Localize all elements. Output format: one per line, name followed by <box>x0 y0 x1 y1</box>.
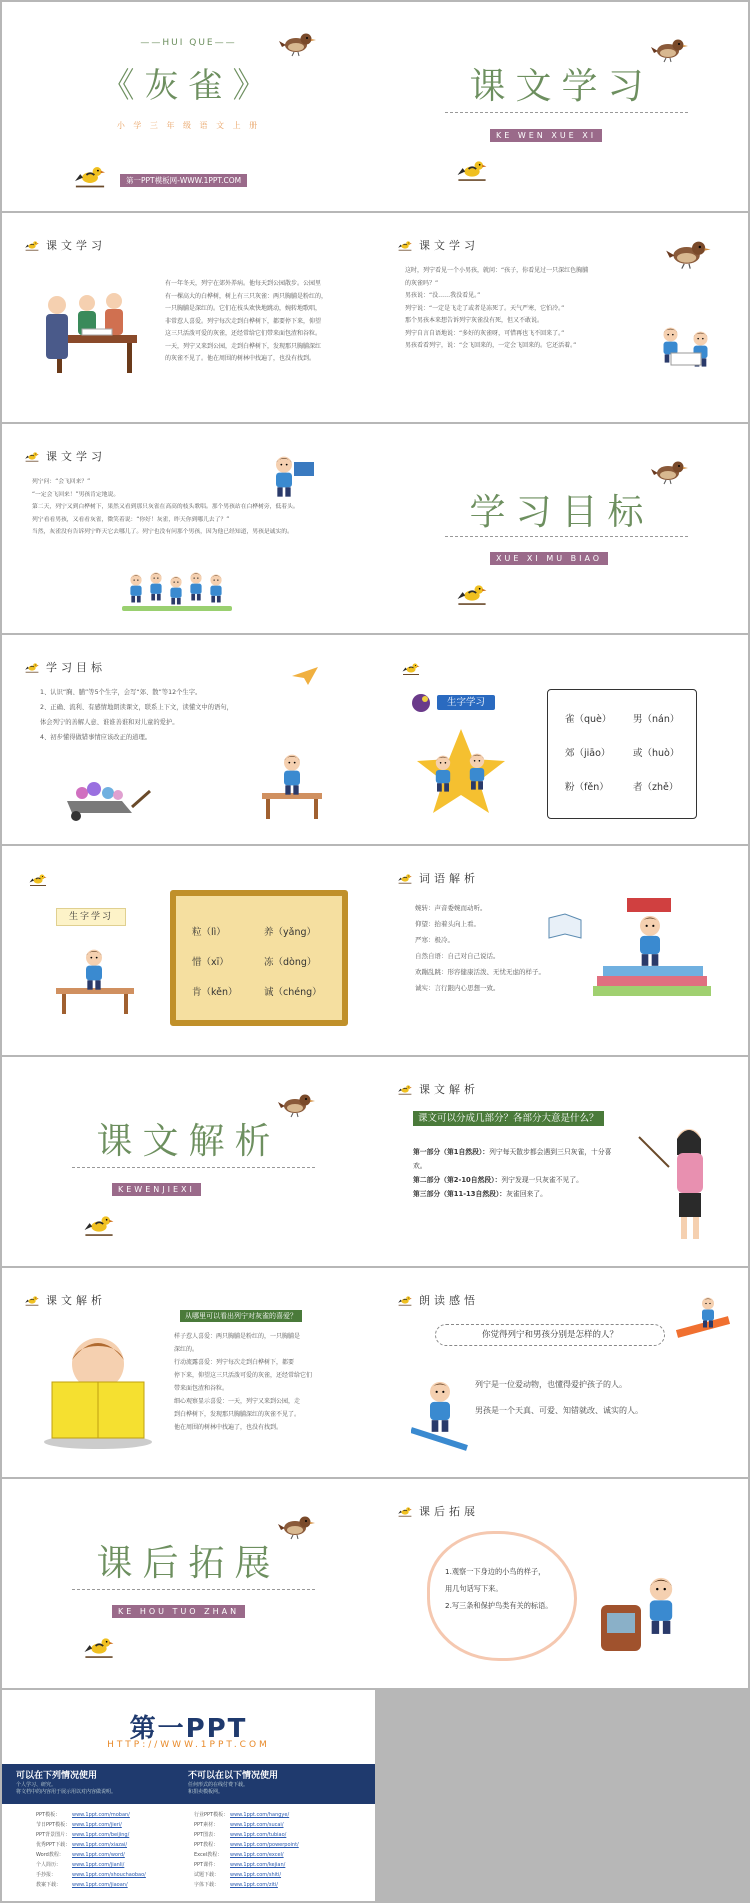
slide-text-part2[interactable] <box>375 213 748 422</box>
word-item: 诚实：言行跟内心思想一致。 <box>415 984 500 992</box>
slide-vocab-1[interactable] <box>375 635 748 844</box>
question-bubble: 你觉得列宁和男孩分别是怎样的人？ <box>435 1324 665 1346</box>
link-url[interactable]: www.1ppt.com/excel/ <box>230 1852 284 1858</box>
text-line: 列宁自言自语地说：“多好的灰雀呀，可惜再也飞不回来了。” <box>405 329 565 337</box>
reading-kids-illustration <box>653 317 723 377</box>
link-row <box>194 1860 299 1870</box>
yellow-bird-icon <box>24 660 40 674</box>
link-row <box>36 1860 146 1870</box>
link-label: 教案下载： <box>36 1882 62 1888</box>
link-row <box>194 1850 299 1860</box>
part-text: 列宁发现一只灰雀不见了。 <box>501 1176 583 1184</box>
dashed-divider <box>72 1167 315 1168</box>
sparrow-icon <box>277 1089 317 1119</box>
text-line: 这三只活泼可爱的灰雀，还经常给它们带来面包渣和谷粒。 <box>165 330 322 337</box>
paper-plane-icon <box>292 667 318 685</box>
link-url[interactable]: www.1ppt.com/ziti/ <box>230 1882 278 1888</box>
text-line: 这时，列宁看见一个小男孩，就问：“孩子，你看见过一只深红色胸脯 <box>405 267 589 274</box>
slide-vocab-2[interactable] <box>2 846 375 1055</box>
text-line: 到白桦树下，发现那只胸脯深红的灰雀不见了。 <box>174 1411 301 1418</box>
part-text: 列宁每天散步都会遇到三只灰雀，十分喜欢。 <box>413 1148 612 1170</box>
children-group-illustration <box>122 564 232 612</box>
word-item: 婉转：声音委婉而动听。 <box>415 904 487 912</box>
can-use-item: 将文档中的内容用于展示用以对内容做说明。 <box>16 1789 117 1795</box>
link-url[interactable]: www.1ppt.com/beijing/ <box>72 1832 130 1838</box>
text-line: 他在周围的树林中找遍了，也没有找到。 <box>174 1424 283 1431</box>
answer-item: 男孩是一个天真、可爱、知错就改、诚实的人。 <box>475 1406 643 1415</box>
header-label: 课文学习 <box>46 239 106 252</box>
link-row <box>36 1840 146 1850</box>
part-text: 灰雀回来了。 <box>506 1190 547 1198</box>
link-label: PPT图表： <box>194 1832 219 1838</box>
text-line: 男孩说：“没……我没看见。” <box>405 292 481 299</box>
yellow-bird-icon <box>401 659 421 677</box>
vocab-word: 或（huò） <box>633 748 680 759</box>
body-text <box>165 278 365 366</box>
slide-word-analysis[interactable] <box>375 846 748 1055</box>
part-label: 第二部分（第2-10自然段）： <box>413 1176 502 1184</box>
link-label: PPT素材： <box>194 1822 219 1828</box>
slide-homework[interactable] <box>375 1479 748 1688</box>
writing-boy-illustration <box>56 944 136 1014</box>
yellow-bird-icon <box>72 160 108 190</box>
link-url[interactable]: www.1ppt.com/jiaoan/ <box>72 1882 128 1888</box>
link-url[interactable]: www.1ppt.com/moban/ <box>72 1812 130 1818</box>
slide-header <box>397 870 479 886</box>
vocab-word: 养（yǎng） <box>264 927 316 938</box>
answers-list <box>475 1372 643 1424</box>
text-line: 一只胸脯是深红的。它们在枝头欢快地跳动，婉转地歌唱， <box>165 305 322 312</box>
slide-section-xuexi-mubiao[interactable] <box>375 424 748 633</box>
yellow-bird-icon <box>397 1082 413 1096</box>
slide-section-kehoutuozhan[interactable] <box>2 1479 375 1688</box>
yellow-bird-icon <box>397 1504 413 1518</box>
link-url[interactable]: www.1ppt.com/jianli/ <box>72 1862 125 1868</box>
link-label: 个人简历： <box>36 1862 62 1868</box>
yellow-bird-icon <box>397 238 413 252</box>
yellow-bird-icon <box>82 1209 116 1239</box>
text-line: 停下来，仰望这三只活泼可爱的灰雀，还经常给它们 <box>174 1372 313 1379</box>
link-url[interactable]: www.1ppt.com/powerpoint/ <box>230 1842 299 1848</box>
sparrow-icon <box>650 34 690 64</box>
teacher-illustration <box>637 1117 727 1247</box>
can-use-title: 可以在下列情况使用 <box>16 1771 98 1781</box>
link-row <box>36 1870 146 1880</box>
yellow-bird-icon <box>24 449 40 463</box>
word-item: 欢蹦乱跳：形容健康活泼、无忧无虑的样子。 <box>415 968 545 976</box>
sparrow-icon <box>278 28 318 58</box>
answer-item: 列宁是一位爱动物，也懂得爱护孩子的人。 <box>475 1380 627 1389</box>
purple-bird-icon <box>407 687 437 717</box>
part-item <box>413 1145 623 1173</box>
pinyin-label: ——HUI QUE—— <box>140 38 237 48</box>
homework-list <box>445 1563 585 1614</box>
section-title: 课后拓展 <box>96 1543 281 1584</box>
link-url[interactable]: www.1ppt.com/jieri/ <box>72 1822 122 1828</box>
homework-item: 2.写三条和保护鸟类有关的标语。 <box>445 1601 553 1610</box>
sparrow-icon <box>277 1511 317 1541</box>
slide-header <box>24 659 106 675</box>
link-label: 手抄报： <box>36 1872 57 1878</box>
books-girl-illustration <box>587 896 717 1006</box>
section-title: 课文解析 <box>96 1121 281 1162</box>
header-label: 课后拓展 <box>419 1505 479 1518</box>
slide-section-kewenxuexi[interactable] <box>375 2 748 211</box>
slide-reading-feeling[interactable] <box>375 1268 748 1477</box>
vocab-word: 男（nán） <box>633 714 680 725</box>
part-item <box>413 1187 623 1201</box>
slide-learning-goals[interactable] <box>2 635 375 844</box>
goals-list <box>40 685 340 745</box>
header-label: 课文解析 <box>419 1083 479 1096</box>
link-label: 优秀PPT下载： <box>36 1842 71 1848</box>
kids-star-illustration <box>415 727 507 815</box>
text-line: 带来面包渣和谷粒。 <box>174 1385 229 1392</box>
teacher-students-illustration <box>32 285 142 375</box>
sparrow-icon <box>650 456 690 486</box>
vocab-word: 惜（xī） <box>192 957 229 968</box>
text-line: 男孩看看列宁，说：“会飞回来的，一定会飞回来的。它还活着。” <box>405 342 577 349</box>
reading-book-boy-illustration <box>38 1330 158 1450</box>
links-right <box>194 1810 299 1890</box>
can-use-list <box>16 1782 116 1796</box>
header-label: 课文学习 <box>419 239 479 252</box>
slide-section-kewenjiexi[interactable] <box>2 1057 375 1266</box>
link-row <box>36 1880 146 1890</box>
text-line: 细心观察显示喜爱：一天，列宁又来到公园，走 <box>174 1398 301 1405</box>
link-row <box>194 1880 299 1890</box>
link-url[interactable]: www.1ppt.com/xiazai/ <box>72 1842 128 1848</box>
yellow-bird-icon <box>397 871 413 885</box>
part-label: 第三部分（第11-13自然段）： <box>413 1190 507 1198</box>
header-label: 课文学习 <box>46 450 106 463</box>
link-url[interactable]: www.1ppt.com/tubiao/ <box>230 1832 287 1838</box>
slide-header <box>397 1292 479 1308</box>
text-line: “一定会飞回来！”男孩肯定地说。 <box>32 491 120 498</box>
link-row <box>36 1810 146 1820</box>
goal-item: 2、正确、流利、有感情地朗读课文，联系上下文，读懂文中的语句， <box>40 704 233 711</box>
question-banner: 课文可以分成几部分？各部分大意是什么？ <box>413 1111 604 1126</box>
vocab-word: 粒（lì） <box>192 927 226 938</box>
vocab-word: 郊（jiāo） <box>565 748 611 759</box>
link-url[interactable]: www.1ppt.com/hangye/ <box>230 1812 290 1818</box>
text-line: 非常惹人喜爱。列宁每次走到白桦树下，都要停下来，仰望 <box>165 317 322 325</box>
cannot-use-list <box>188 1782 248 1796</box>
slide-header <box>397 1081 479 1097</box>
slide-header <box>397 237 479 253</box>
link-label: Excel教程： <box>194 1852 223 1858</box>
link-url[interactable]: www.1ppt.com/sucai/ <box>230 1822 284 1828</box>
site-badge: 第一PPT模板网-WWW.1PPT.COM <box>120 174 247 187</box>
goal-item: 体会列宁的善解人意、谁谁善谁和对儿童的爱护。 <box>40 719 179 726</box>
text-line: 列宁看看男孩，又看看灰雀，微笑着说：“你好！灰雀，昨天你到哪儿去了？” <box>32 516 230 523</box>
vocab-word: 雀（què） <box>565 714 612 725</box>
subtitle: 小 学 三 年 级 语 文 上 册 <box>116 121 261 130</box>
pinyin-tag: KEWENJIEXI <box>112 1183 201 1196</box>
part-label: 第一部分（第1自然段）： <box>413 1148 490 1156</box>
text-line: 有一棵高大的白桦树，树上有三只灰雀：两只胸脯是粉红的， <box>165 292 328 300</box>
cannot-use-item: 任何形式的在线付费下载。 <box>188 1782 249 1788</box>
dashed-divider <box>72 1589 315 1590</box>
vocab-word: 诚（chéng） <box>264 987 322 998</box>
kid-on-pencil-illustration <box>675 1294 731 1344</box>
part-item <box>413 1173 623 1187</box>
brand-logo: 第一PPT <box>129 1714 248 1744</box>
link-row <box>36 1820 146 1830</box>
dashed-divider <box>445 112 688 113</box>
link-label: PPT教程： <box>194 1842 219 1848</box>
text-line: 第二天，列宁又到白桦树下，果然又看到那只灰雀在高高的枝头歌唱。那个男孩站在白桦树旁，低着头。 <box>32 504 299 510</box>
link-row <box>194 1840 299 1850</box>
homework-item: 1.观察一下身边的小鸟的样子， <box>445 1567 546 1576</box>
body-text <box>405 265 635 353</box>
slide-title-cover[interactable] <box>2 2 375 211</box>
link-row <box>194 1830 299 1840</box>
slide-header <box>24 448 106 464</box>
yellow-bird-icon <box>28 870 48 888</box>
vocab-word: 肯（kěn） <box>192 987 238 998</box>
text-line: 一天，列宁又来到公园，走到白桦树下，发现那只胸脯深红 <box>165 342 322 350</box>
slide-header <box>397 1503 479 1519</box>
yellow-bird-icon <box>397 1293 413 1307</box>
link-label: PPT模板： <box>36 1812 61 1818</box>
yellow-bird-icon <box>82 1631 116 1661</box>
text-line: 当然，灰雀没有告诉列宁昨天它去哪儿了。列宁也没有问那个男孩，因为他已经知道，男孩是诚实的。 <box>32 529 293 535</box>
link-row <box>194 1870 299 1880</box>
vocab-word: 粉（fěn） <box>565 782 609 793</box>
link-label: PPT背景图片： <box>36 1832 71 1838</box>
link-row <box>36 1850 146 1860</box>
word-item: 严寒：极冷。 <box>415 936 454 944</box>
flower-cart-illustration <box>62 771 152 821</box>
slide-structure[interactable] <box>375 1057 748 1266</box>
section-title: 课文学习 <box>469 66 654 107</box>
slide-header <box>24 237 106 253</box>
text-line: 列宁问：“会飞回来？” <box>32 479 91 485</box>
cannot-use-item: 和捐卖模板网。 <box>188 1789 224 1795</box>
slide-header <box>24 1292 106 1308</box>
book-icon <box>547 912 583 940</box>
link-row <box>194 1820 299 1830</box>
homework-item: 用几句话写下来。 <box>445 1584 503 1593</box>
slide-title: 《灰雀》 <box>100 66 277 106</box>
text-line: 那个男孩本来想告诉列宁灰雀没有死，但又不敢说。 <box>405 317 544 324</box>
link-label: 试题下载： <box>194 1872 220 1878</box>
links-left <box>36 1810 146 1890</box>
link-url[interactable]: www.1ppt.com/shouchaobao/ <box>72 1872 146 1878</box>
header-label: 词语解析 <box>419 872 479 885</box>
finch-icon <box>663 235 715 271</box>
yellow-bird-icon <box>24 238 40 252</box>
boy-backpack-illustration <box>597 1555 697 1665</box>
vocab-word: 冻（dòng） <box>264 957 317 968</box>
vocab-word: 者（zhě） <box>633 782 679 793</box>
question-banner: 从哪里可以看出列宁对灰雀的喜爱？ <box>180 1310 302 1322</box>
link-label: 行业PPT模板： <box>194 1812 229 1818</box>
link-url[interactable]: www.1ppt.com/word/ <box>72 1852 125 1858</box>
yellow-bird-icon <box>455 154 489 184</box>
pinyin-tag: XUE XI MU BIAO <box>490 552 608 565</box>
pinyin-tag: KE WEN XUE XI <box>490 129 602 142</box>
text-line: 的灰雀吗？” <box>405 279 439 287</box>
link-label: Word教程： <box>36 1852 64 1858</box>
slide-text-part3[interactable] <box>2 424 375 633</box>
empty-panel <box>375 1690 748 1901</box>
text-line: 列宁说：“一定是飞走了或者是冻死了。天气严寒，它怕冷。” <box>405 304 565 312</box>
link-row <box>36 1830 146 1840</box>
text-line: 深红的。 <box>174 1346 199 1353</box>
link-url[interactable]: www.1ppt.com/shiti/ <box>230 1872 282 1878</box>
goal-item: 4、初步懂得做错事情应该改正的道理。 <box>40 734 152 741</box>
text-line: 的灰雀不见了。他在周围的树林中找遍了，也没有找到。 <box>165 355 316 362</box>
parts-list <box>413 1145 623 1201</box>
header-label: 课文解析 <box>46 1294 106 1307</box>
header-label: 朗读感悟 <box>419 1294 479 1307</box>
link-row <box>194 1810 299 1820</box>
label-shengzi: 生字学习 <box>56 908 126 926</box>
word-item: 自然自语：自己对自己说话。 <box>415 952 500 960</box>
text-line: 样子惹人喜爱：两只胸脯是粉红的，一只胸脯是 <box>174 1333 301 1340</box>
link-label: 节日PPT模板： <box>36 1822 71 1828</box>
text-line: 行动流露喜爱：列宁每次走到白桦树下，都要 <box>174 1359 295 1366</box>
header-label: 学习目标 <box>46 661 106 674</box>
yellow-bird-icon <box>24 1293 40 1307</box>
link-url[interactable]: www.1ppt.com/kejian/ <box>230 1862 286 1868</box>
link-label: 字体下载： <box>194 1882 220 1888</box>
section-title: 学习目标 <box>469 492 654 533</box>
brand-url[interactable]: HTTP://WWW.1PPT.COM <box>107 1740 270 1750</box>
label-shengzi: 生字学习 <box>437 695 495 710</box>
link-label: PPT课件： <box>194 1862 219 1868</box>
slide-text-part1[interactable] <box>2 213 375 422</box>
pinyin-tag: KE HOU TUO ZHAN <box>112 1605 245 1618</box>
slide-credits[interactable] <box>2 1690 375 1901</box>
word-item: 仰望：抬着头向上看。 <box>415 920 480 928</box>
studying-boy-illustration <box>262 745 332 823</box>
cannot-use-title: 不可以在以下情况使用 <box>188 1771 279 1781</box>
boy-pencil-illustration <box>411 1374 471 1454</box>
goal-item: 1、认识“胸、脯”等5个生字，会写“郊、散”等12个生字。 <box>40 689 202 696</box>
analysis-text <box>174 1330 364 1434</box>
slide-analysis-love[interactable] <box>2 1268 375 1477</box>
reading-girl-illustration <box>264 452 324 502</box>
can-use-item: 个人学习、研究。 <box>16 1782 57 1788</box>
text-line: 有一年冬天，列宁在郊外养病。他每天到公园散步。公园里 <box>165 280 322 287</box>
yellow-bird-icon <box>455 578 489 608</box>
dashed-divider <box>445 536 688 537</box>
